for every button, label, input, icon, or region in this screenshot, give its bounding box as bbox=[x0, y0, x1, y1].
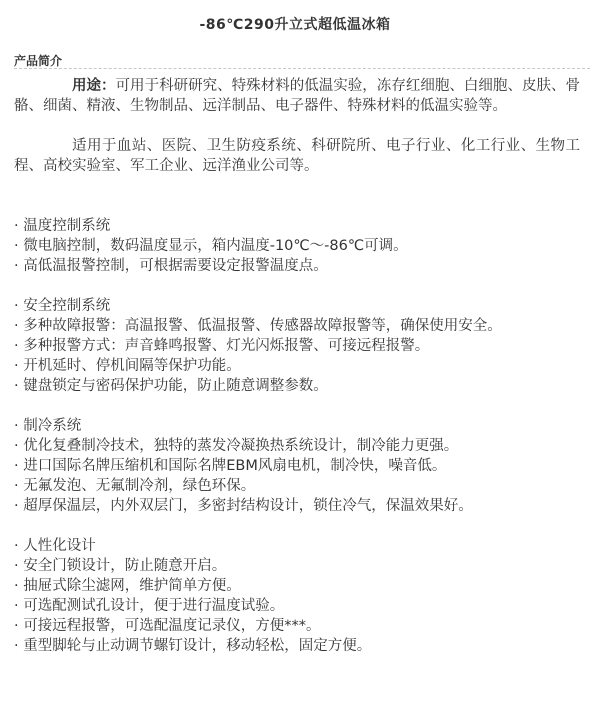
section-heading: 产品简介 bbox=[14, 54, 63, 68]
usage-label: 用途： bbox=[72, 78, 116, 94]
spacer bbox=[14, 396, 580, 416]
feature-item: · 优化复叠制冷技术，独特的蒸发冷凝换热系统设计，制冷能力更强。 bbox=[14, 438, 459, 454]
usage-text: 可用于科研研究、特殊材料的低温实验，冻存红细胞、白细胞、皮肤、骨骼、细菌、精液、生物制品、远洋制品、电子器件、特殊材料的低温实验等。 bbox=[14, 78, 580, 114]
feature-item: · 高低温报警控制，可根据需要设定报警温度点。 bbox=[14, 258, 328, 274]
feature-item: · 多种故障报警：高温报警、低温报警、传感器故障报警等，确保使用安全。 bbox=[14, 318, 502, 334]
feature-item: · 开机延时、停机间隔等保护功能。 bbox=[14, 358, 241, 374]
feature-item: · 超厚保温层，内外双层门，多密封结构设计，锁住冷气，保温效果好。 bbox=[14, 498, 473, 514]
spacer bbox=[14, 516, 580, 536]
feature-item: · 重型脚轮与止动调节螺钉设计，移动轻松，固定方便。 bbox=[14, 638, 372, 654]
page-title: -86℃290升立式超低温冰箱 bbox=[199, 17, 391, 33]
feature-item: · 无氟发泡、无氟制冷剂，绿色环保。 bbox=[14, 478, 256, 494]
feature-item: · 微电脑控制，数码温度显示，箱内温度-10℃～-86℃可调。 bbox=[14, 238, 408, 254]
feature-item: · 安全门锁设计，防止随意开启。 bbox=[14, 558, 227, 574]
feature-group-temperature bbox=[14, 216, 580, 276]
feature-item: · 进口国际名牌压缩机和国际名牌EBM风扇电机，制冷快，噪音低。 bbox=[14, 458, 447, 474]
feature-item: · 键盘锁定与密码保护功能，防止随意调整参数。 bbox=[14, 378, 328, 394]
feature-group-heading: · 温度控制系统 bbox=[14, 218, 111, 234]
feature-item: · 可接远程报警，可选配温度记录仪，方便***。 bbox=[14, 618, 321, 634]
feature-group-safety bbox=[14, 296, 580, 396]
feature-item: · 可选配测试孔设计，便于进行温度试验。 bbox=[14, 598, 285, 614]
feature-group-heading: · 安全控制系统 bbox=[14, 298, 111, 314]
product-description bbox=[14, 76, 580, 656]
applicable-paragraph: 适用于血站、医院、卫生防疫系统、科研院所、电子行业、化工行业、生物工程、高校实验室、军工企业、远洋渔业公司等。 bbox=[14, 138, 580, 174]
spacer bbox=[14, 176, 580, 216]
section-divider bbox=[14, 68, 590, 69]
feature-group-design bbox=[14, 536, 580, 656]
usage-paragraph bbox=[14, 76, 580, 116]
feature-group-heading: · 人性化设计 bbox=[14, 538, 96, 554]
feature-item: · 抽屉式除尘滤网，维护简单方便。 bbox=[14, 578, 241, 594]
spacer bbox=[14, 116, 580, 136]
feature-group-heading: · 制冷系统 bbox=[14, 418, 82, 434]
feature-group-refrigeration bbox=[14, 416, 580, 516]
feature-item: · 多种报警方式：声音蜂鸣报警、灯光闪烁报警、可接远程报警。 bbox=[14, 338, 430, 354]
spacer bbox=[14, 276, 580, 296]
